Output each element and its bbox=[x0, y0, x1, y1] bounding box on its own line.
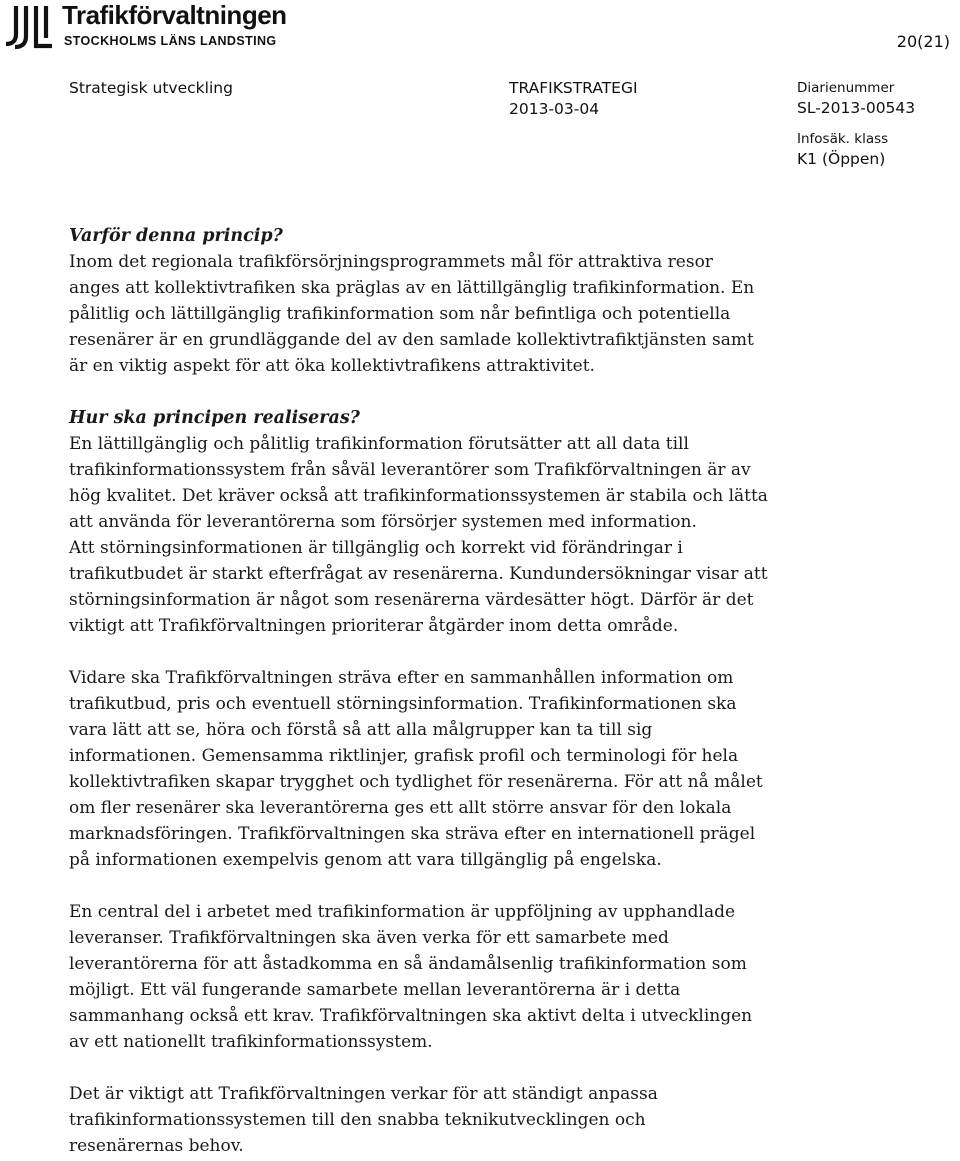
header-department bbox=[69, 78, 233, 99]
paragraph-coherent-information: Vidare ska Trafikförvaltningen sträva efter en sammanhållen information om trafikutbud, pris och eventuell störningsinformation. Trafikinformationen ska vara lätt att se, höra och förstå så att alla målgrupper kan ta till sig informationen. Gemensamma riktlinjer, grafisk profil och terminologi för hela kollektivtrafiken skapar trygghet och tydlighet för resenärerna. För att nå målet om fler resenärer ska leverantörerna ges ett allt större ansvar för den lokala marknadsföringen. Trafikförvaltningen ska sträva efter en internationell prägel på informationen exempelvis genom att vara tillgänglig på engelska. bbox=[69, 668, 763, 870]
page-number: 20(21) bbox=[896, 32, 950, 51]
logo-name: Trafikförvaltningen bbox=[62, 0, 287, 30]
paragraph-why: Inom det regionala trafikförsörjningsprogrammets mål för attraktiva resor anges att kollektivtrafiken ska präglas av en lättillgänglig trafikinformation. En pålitlig och lättillgänglig trafikinformation som når befintliga och potentiella resenärer är en grundläggande del av den samlade kollektivtrafiktjänsten samt är en viktig aspekt för att öka kollektivtrafikens attraktivitet. bbox=[69, 252, 755, 376]
paragraph-how: En lättillgänglig och pålitlig trafikinformation förutsätter att all data till trafikinformationssystem från såväl leverantörer som Trafikförvaltningen är av hög kvalitet. Det kräver också att trafikinformationssystemen är stabila och lätta att använda för leverantörerna som försörjer systemen med information. Att störningsinformationen är tillgänglig och korrekt vid förändringar i trafikutbudet är starkt efterfrågat av resenärerna. Kundundersökningar visar att störningsinformation är något som resenärerna värdesätter högt. Därför är det viktigt att Trafikförvaltningen prioriterar åtgärder inom detta område. bbox=[69, 434, 768, 636]
paragraph-adaptation: Det är viktigt att Trafikförvaltningen verkar för att ständigt anpassa trafikinformationssystemen till den snabba teknikutvecklingen och resenärernas behov. bbox=[69, 1084, 658, 1156]
header-document bbox=[509, 78, 638, 120]
header-registration bbox=[797, 78, 915, 119]
registration-label: Diarienummer bbox=[797, 80, 895, 96]
header-classification bbox=[797, 129, 888, 170]
registration-number: SL-2013-00543 bbox=[797, 99, 916, 117]
logo-subtitle: STOCKHOLMS LÄNS LANDSTING bbox=[64, 34, 277, 48]
section-heading-why: Varför denna princip? bbox=[69, 226, 283, 246]
department-name: Strategisk utveckling bbox=[69, 79, 233, 97]
paragraph-follow-up: En central del i arbetet med trafikinformation är uppföljning av upphandlade leveranser. Trafikförvaltningen ska även verka för ett samarbete med leverantörerna för att åstadkomma en så ändamålsenlig trafikinformation som möjligt. Ett väl fungerande samarbete mellan leverantörerna är i detta sammanhang också ett krav. Trafikförvaltningen ska aktivt delta i utvecklingen av ett nationellt trafikinformationssystem. bbox=[69, 902, 753, 1052]
classification-value: K1 (Öppen) bbox=[797, 150, 886, 168]
document-date: 2013-03-04 bbox=[509, 100, 600, 118]
document-body bbox=[69, 223, 804, 1159]
organization-logo bbox=[2, 0, 332, 50]
document-title: TRAFIKSTRATEGI bbox=[509, 79, 638, 97]
classification-label: Infosäk. klass bbox=[797, 131, 889, 147]
logo-mark-icon bbox=[2, 4, 56, 50]
section-heading-how: Hur ska principen realiseras? bbox=[69, 408, 360, 428]
